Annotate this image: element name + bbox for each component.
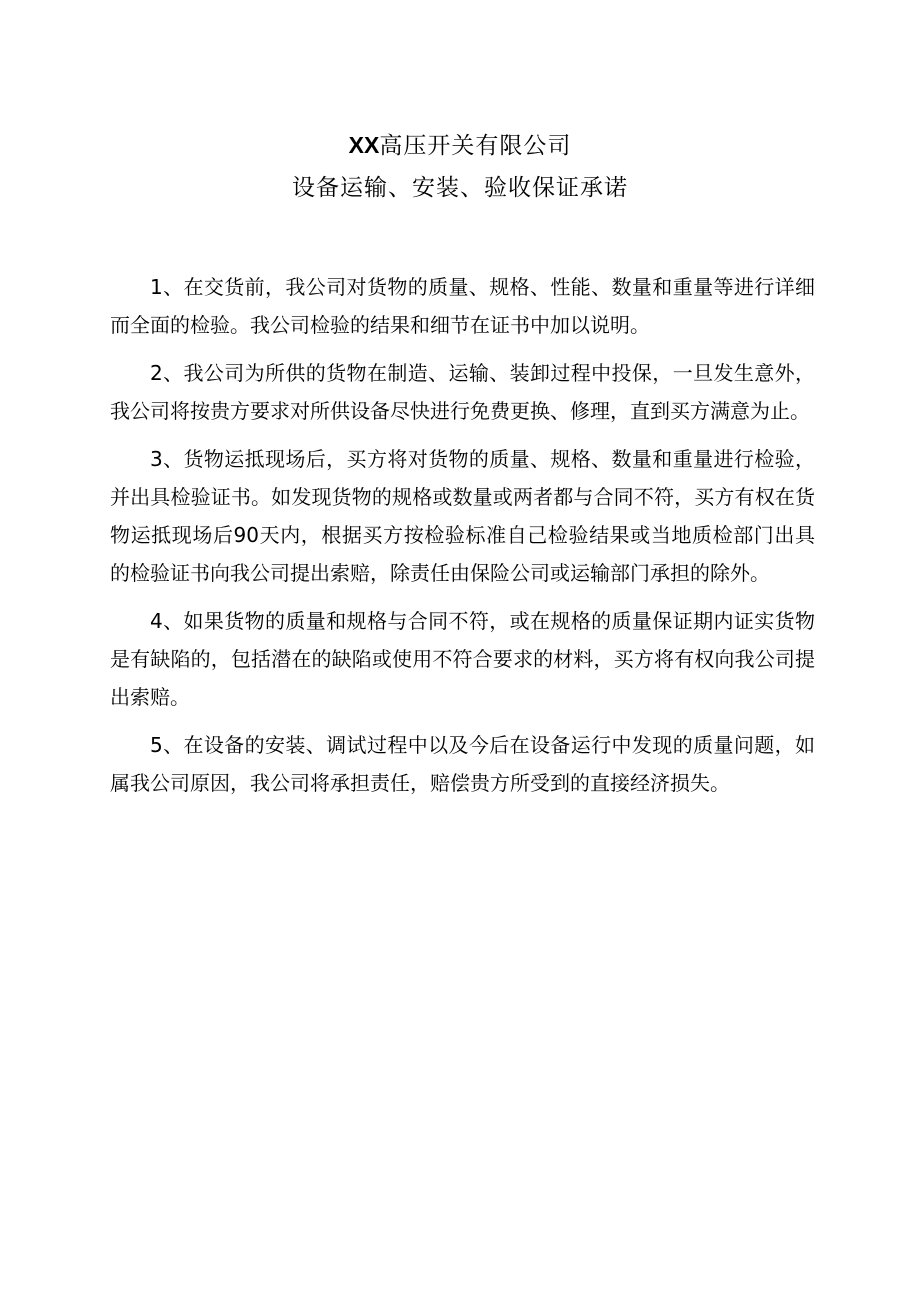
company-name: 高压开关有限公司 — [379, 133, 572, 159]
paragraph-1: 1、在交货前，我公司对货物的质量、规格、性能、数量和重量等进行详细而全面的检验。我公司检验的结果和细节在证书中加以说明。 — [110, 275, 815, 337]
company-title — [0, 124, 920, 167]
document-body — [110, 268, 815, 812]
paragraph-2: 2、我公司为所供的货物在制造、运输、装卸过程中投保，一旦发生意外，我公司将按贵方要求对所供设备尽快进行免费更换、修理，直到买方满意为止。 — [110, 361, 815, 423]
paragraph-5: 5、在设备的安装、调试过程中以及今后在设备运行中发现的质量问题，如属我公司原因，我公司将承担责任，赔偿贵方所受到的直接经济损失。 — [110, 733, 815, 795]
paragraph-3: 3、货物运抵现场后，买方将对货物的质量、规格、数量和重量进行检验，并出具检验证书。如发现货物的规格或数量或两者都与合同不符，买方有权在货物运抵现场后90天内，根据买方按检验标准自己检验结果或当地质检部门出具的检验证书向我公司提出索赔，除责任由保险公司或运输部门承担的除外。 — [110, 447, 815, 585]
document-title: 设备运输、安装、验收保证承诺 — [292, 175, 628, 201]
company-prefix: XX — [348, 132, 380, 158]
document-header — [0, 124, 920, 209]
paragraph-4: 4、如果货物的质量和规格与合同不符，或在规格的质量保证期内证实货物是有缺陷的，包括潜在的缺陷或使用不符合要求的材料，买方将有权向我公司提出索赔。 — [110, 609, 815, 709]
